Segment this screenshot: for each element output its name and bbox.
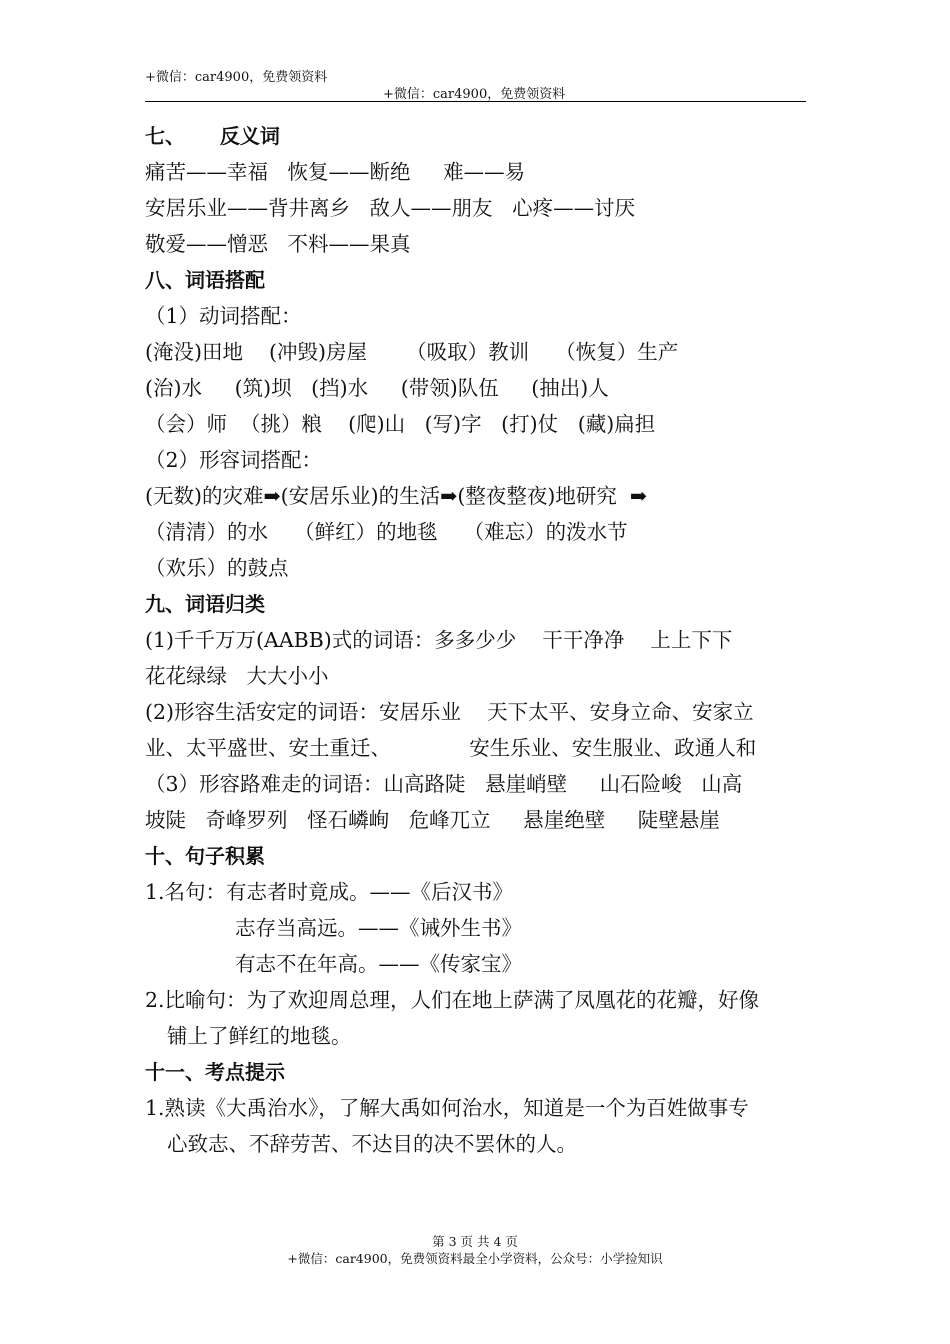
text-line: (淹没)田地 (冲毁)房屋 （吸取）教训 （恢复）生产 <box>145 340 679 364</box>
document-body <box>145 118 810 1162</box>
section-eight-heading: 八、词语搭配 <box>145 268 265 292</box>
text-line: 痛苦——幸福 恢复——断绝 难——易 <box>145 160 526 184</box>
text-line: 坡陡 奇峰罗列 怪石嶙峋 危峰兀立 悬崖绝壁 陡壁悬崖 <box>145 808 720 832</box>
text-line: (无数)的灾难➡(安居乐业)的生活➡(整夜整夜)地研究 ➡ <box>145 484 648 508</box>
text-line: 铺上了鲜红的地毯。 <box>167 1024 352 1048</box>
watermark-top-center: +微信：car4900，免费领资料 <box>383 87 566 102</box>
text-line: （欢乐）的鼓点 <box>145 556 289 580</box>
section-eleven-heading: 十一、考点提示 <box>145 1060 285 1084</box>
text-line: (2)形容生活安定的词语：安居乐业 天下太平、安身立命、安家立 <box>145 700 754 724</box>
section-nine-heading: 九、词语归类 <box>145 592 265 616</box>
text-line: 2.比喻句：为了欢迎周总理，人们在地上萨满了凤凰花的花瓣，好像 <box>145 988 760 1012</box>
watermark-bottom: +微信：car4900，免费领资料最全小学资料，公众号：小学捡知识 <box>287 1251 663 1266</box>
text-line: 1.熟读《大禹治水》，了解大禹如何治水，知道是一个为百姓做事专 <box>145 1096 749 1120</box>
text-line: （1）动词搭配： <box>145 304 302 328</box>
text-line: 安居乐业——背井离乡 敌人——朋友 心疼——讨厌 <box>145 196 636 220</box>
text-line: （清清）的水 （鲜红）的地毯 （难忘）的泼水节 <box>145 520 628 544</box>
text-line: (1)千千万万(AABB)式的词语：多多少少 干干净净 上上下下 <box>145 628 733 652</box>
text-line: 业、太平盛世、安土重迁、 安生乐业、安生服业、政通人和 <box>145 736 757 760</box>
text-line: 敬爱——憎恶 不料——果真 <box>145 232 411 256</box>
text-line: （2）形容词搭配： <box>145 448 323 472</box>
header-rule <box>145 101 806 102</box>
text-line: 志存当高远。——《诫外生书》 <box>235 916 522 940</box>
text-line: （3）形容路难走的词语：山高路陡 悬崖峭壁 山石险峻 山高 <box>145 772 743 796</box>
section-ten-heading: 十、句子积累 <box>145 844 265 868</box>
page-number: 第 3 页 共 4 页 <box>432 1234 518 1249</box>
text-line: 心致志、不辞劳苦、不达目的决不罢休的人。 <box>167 1132 577 1156</box>
text-line: 花花绿绿 大大小小 <box>145 664 329 688</box>
text-line: (治)水 (筑)坝 (挡)水 (带领)队伍 (抽出)人 <box>145 376 609 400</box>
section-seven-heading: 七、 反义词 <box>145 124 280 148</box>
text-line: 有志不在年高。——《传家宝》 <box>235 952 522 976</box>
text-line: 1.名句：有志者时竟成。——《后汉书》 <box>145 880 514 904</box>
text-line: （会）师 （挑）粮 (爬)山 (写)字 (打)仗 (藏)扁担 <box>145 412 656 436</box>
watermark-top-left: +微信：car4900，免费领资料 <box>145 70 328 85</box>
